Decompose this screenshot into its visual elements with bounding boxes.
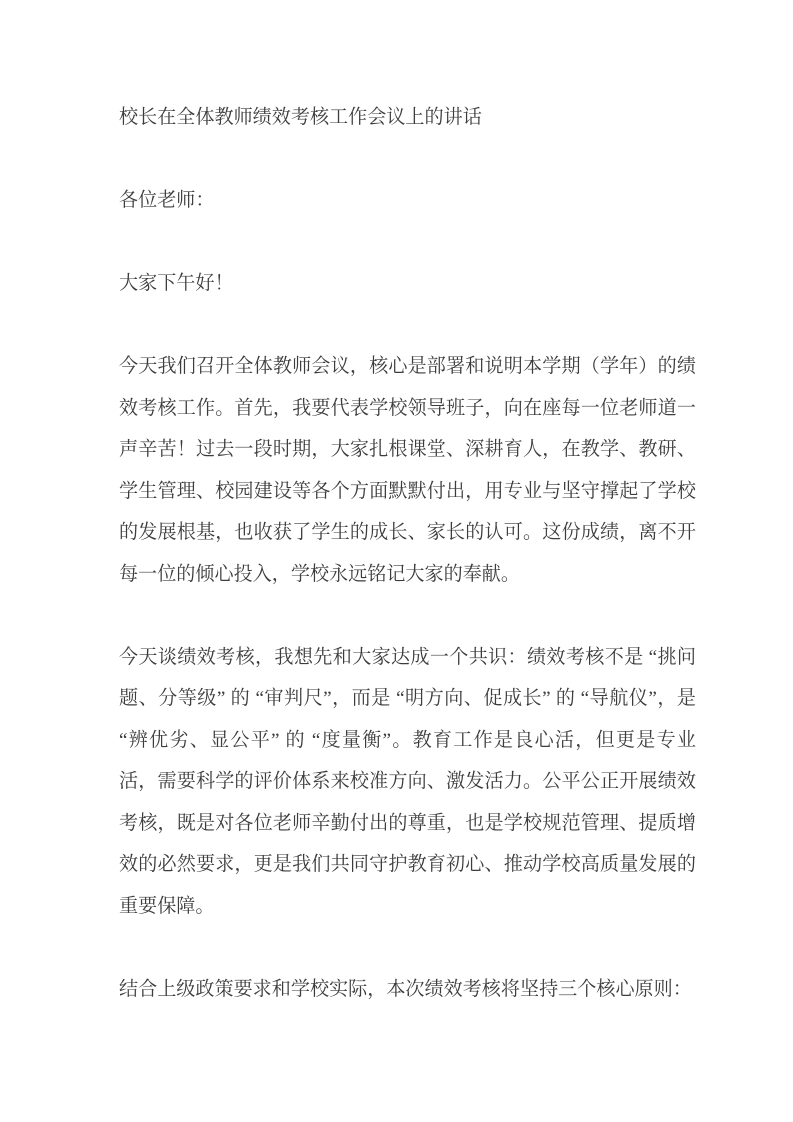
paragraph-appreciation: 今天我们召开全体教师会议，核心是部署和说明本学期（学年）的绩效考核工作。首先，我要代表学校领导班子，向在座每一位老师道一声辛苦！过去一段时期，大家扎根课堂、深耕育人，在教学、教研、学生管理、校园建设等各个方面默默付出，用专业与坚守撑起了学校的发展根基，也收获了学生的成长、家长的认可。这份成绩，离不开每一位的倾心投入，学校永远铭记大家的奉献。 [119, 356, 696, 585]
salutation-line: 各位老师： [119, 190, 215, 211]
document-title: 校长在全体教师绩效考核工作会议上的讲话 [119, 107, 482, 128]
greeting-line: 大家下午好！ [119, 273, 234, 294]
paragraph-principles-intro: 结合上级政策要求和学校实际，本次绩效考核将坚持三个核心原则： [119, 978, 692, 1000]
paragraph-consensus: 今天谈绩效考核，我想先和大家达成一个共识：绩效考核不是 “挑问题、分等级” 的 “审判尺”，而是 “明方向、促成长” 的 “导航仪”，是 “辨优劣、显公平” 的 “度量衡”。教育工作是良心活，但更是专业活，需要科学的评价体系来校准方向、激发活力。公平公正开展绩效考核，既是对各位老师辛勤付出的尊重，也是学校规范管理、提质增效的必然要求，更是我们共同守护教育初心、推动学校高质量发展的重要保障。 [119, 646, 696, 917]
